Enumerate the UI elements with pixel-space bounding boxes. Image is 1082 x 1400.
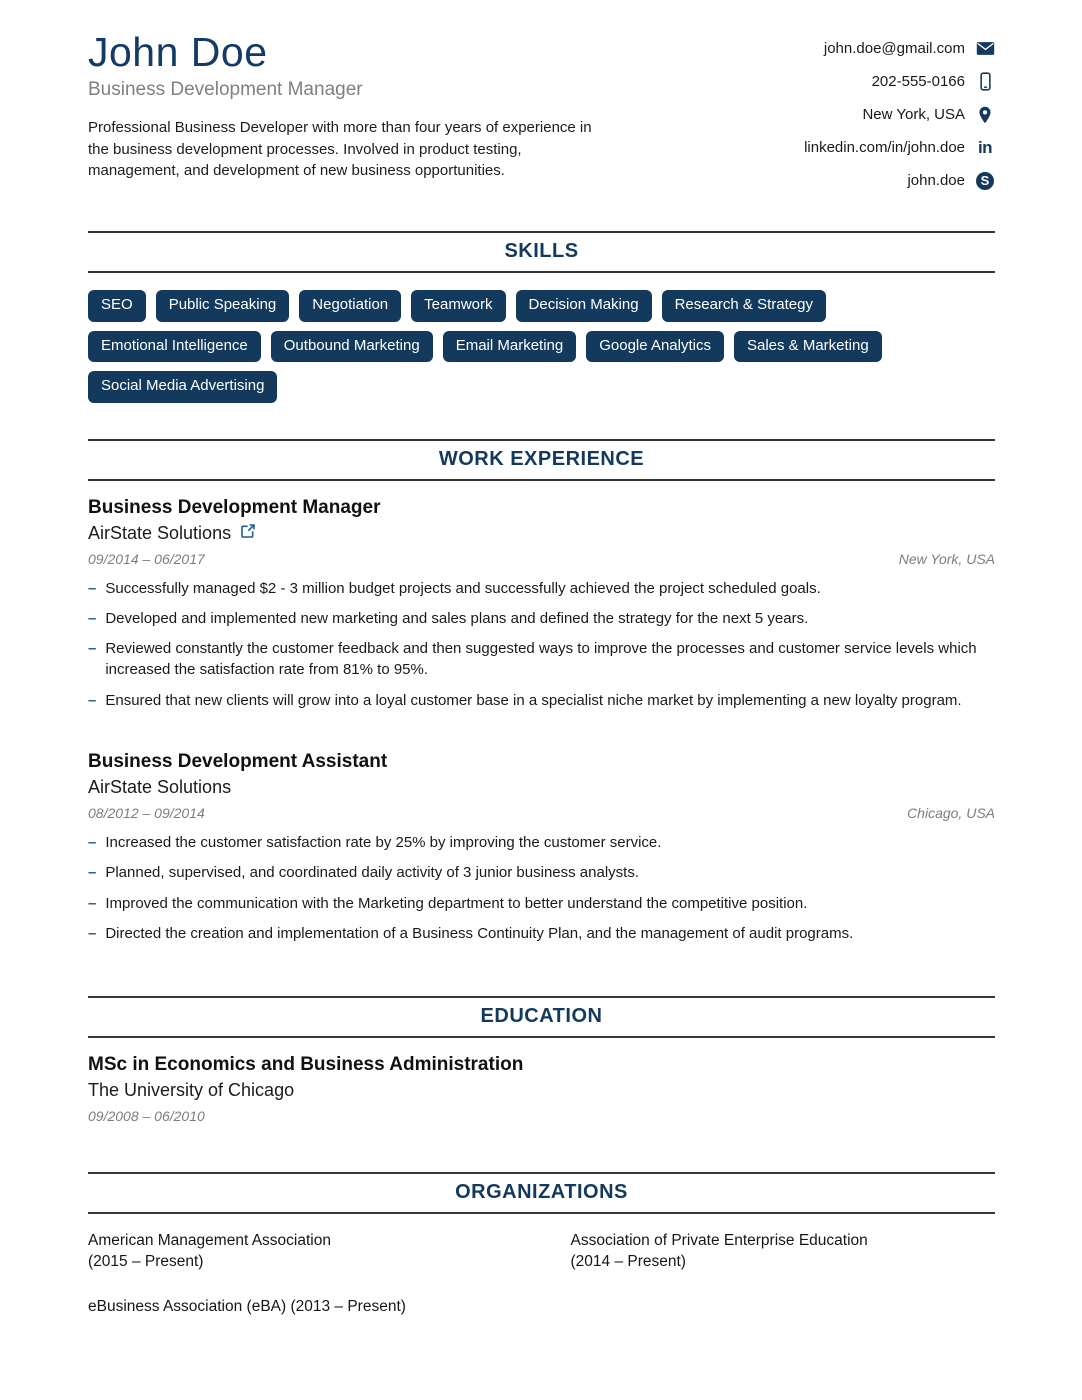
skill-badge: Research & Strategy [662, 290, 826, 322]
organization-period: (2014 – Present) [570, 1253, 686, 1271]
skill-badge: Decision Making [516, 290, 652, 322]
education-entry [88, 1054, 995, 1124]
phone-icon [975, 72, 995, 91]
job-bullet-text: Successfully managed $2 - 3 million budget projects and successfully achieved the project scheduled goals. [105, 579, 821, 597]
job-meta [88, 551, 995, 567]
education-period: 09/2008 – 06/2010 [88, 1108, 205, 1125]
education-school-line [88, 1080, 995, 1101]
organizations-section-header [88, 1172, 995, 1214]
job-bullet-text: Ensured that new clients will grow into a loyal customer base in a specialist niche market by implementing a new loyalty program. [105, 691, 962, 709]
organization-name: eBusiness Association (eBA) (2013 – Present) [88, 1298, 406, 1316]
skill-badge: Social Media Advertising [88, 371, 277, 403]
job-title: Business Development Assistant [88, 750, 388, 772]
job-entry [88, 497, 995, 711]
organizations-section-title: ORGANIZATIONS [455, 1181, 628, 1204]
job-company: AirState Solutions [88, 776, 232, 797]
email-icon [975, 39, 995, 58]
education-section-title: EDUCATION [480, 1005, 603, 1028]
person-job-title: Business Development Manager [88, 79, 363, 101]
organization-period: (2015 – Present) [88, 1253, 204, 1271]
organization-name: Association of Private Enterprise Education [570, 1232, 868, 1250]
job-bullet-text: Developed and implemented new marketing and sales plans and defined the strategy for the next 5 years. [105, 609, 809, 627]
job-bullet [88, 690, 995, 711]
bullet-dash-icon: – [88, 609, 97, 627]
work-section-title: WORK EXPERIENCE [438, 447, 645, 470]
job-bullet [88, 862, 995, 883]
organization-item [88, 1297, 571, 1318]
contact-email[interactable] [804, 32, 995, 65]
bullet-dash-icon: – [88, 833, 97, 851]
linkedin-icon [975, 139, 995, 156]
job-bullet [88, 923, 995, 944]
contact-list [804, 26, 995, 197]
contact-phone[interactable] [804, 65, 995, 98]
job-bullet-list [88, 832, 995, 944]
contact-email-value[interactable]: john.doe@gmail.com [823, 40, 965, 57]
skill-badge: Teamwork [411, 290, 505, 322]
organization-item [88, 1231, 571, 1273]
contact-phone-value[interactable]: 202-555-0166 [871, 73, 965, 90]
bullet-dash-icon: – [88, 691, 97, 709]
job-bullet-text: Directed the creation and implementation of a Business Continuity Plan, and the management of audit programs. [105, 924, 854, 942]
bullet-dash-icon: – [88, 894, 97, 912]
skill-badge: Email Marketing [443, 331, 577, 363]
skill-badge: Public Speaking [156, 290, 290, 322]
summary-text: Professional Business Developer with more than four years of experience in the business development processes. Involved in product testing, management, and development of new business opportunities. [88, 119, 592, 179]
contact-location [804, 98, 995, 131]
skills-section-title: SKILLS [504, 240, 579, 262]
job-company: AirState Solutions [88, 522, 232, 543]
education-school: The University of Chicago [88, 1080, 295, 1101]
work-section-header [88, 439, 995, 481]
work-entries [88, 497, 995, 945]
job-title: Business Development Manager [88, 496, 381, 518]
skills-section-header [88, 231, 995, 273]
skill-badge: SEO [88, 290, 146, 322]
linkedin-glyph: in [977, 138, 993, 157]
contact-skype-value[interactable]: john.doe [907, 172, 965, 189]
contact-location-value: New York, USA [862, 106, 965, 123]
organizations-list [88, 1231, 995, 1318]
skype-glyph: S [976, 172, 994, 190]
skill-badge: Outbound Marketing [271, 331, 433, 363]
job-bullet [88, 893, 995, 914]
contact-skype[interactable] [804, 164, 995, 197]
job-bullet-list [88, 578, 995, 711]
job-bullet-text: Planned, supervised, and coordinated daily activity of 3 junior business analysts. [105, 864, 639, 882]
bullet-dash-icon: – [88, 579, 97, 597]
job-bullet [88, 638, 995, 681]
education-entries [88, 1054, 995, 1124]
job-bullet [88, 832, 995, 853]
bullet-dash-icon: – [88, 864, 97, 882]
job-bullet [88, 608, 995, 629]
identity-block [88, 26, 608, 197]
bullet-dash-icon: – [88, 640, 97, 658]
person-name: John Doe [88, 29, 268, 75]
resume-header [88, 26, 995, 197]
education-degree: MSc in Economics and Business Administration [88, 1054, 524, 1076]
organization-name: American Management Association [88, 1232, 331, 1250]
education-meta [88, 1108, 995, 1124]
skype-icon [975, 172, 995, 190]
job-meta [88, 805, 995, 821]
skill-badge: Sales & Marketing [734, 331, 882, 363]
external-link-icon[interactable] [240, 523, 256, 544]
job-company-line [88, 523, 995, 544]
job-bullet-text: Increased the customer satisfaction rate by 25% by improving the customer service. [105, 833, 662, 851]
organization-item [571, 1231, 995, 1273]
job-period: 09/2014 – 06/2017 [88, 550, 205, 567]
skills-badge-list [88, 290, 995, 403]
job-bullet-text: Reviewed constantly the customer feedback and then suggested ways to improve the processes and customer service levels which increased the satisfaction rate from 81% to 95%. [105, 640, 977, 679]
bullet-dash-icon: – [88, 924, 97, 942]
location-pin-icon [975, 106, 995, 124]
job-company-line [88, 777, 995, 798]
job-period: 08/2012 – 09/2014 [88, 804, 205, 821]
job-location: New York, USA [898, 550, 995, 567]
job-location: Chicago, USA [907, 804, 995, 821]
job-bullet [88, 578, 995, 599]
contact-linkedin[interactable] [804, 131, 995, 164]
skill-badge: Google Analytics [586, 331, 724, 363]
skill-badge: Negotiation [299, 290, 401, 322]
job-bullet-text: Improved the communication with the Marketing department to better understand the competitive position. [105, 894, 808, 912]
job-entry [88, 751, 995, 944]
contact-linkedin-value[interactable]: linkedin.com/in/john.doe [804, 139, 965, 156]
education-section-header [88, 996, 995, 1038]
skill-badge: Emotional Intelligence [88, 331, 261, 363]
